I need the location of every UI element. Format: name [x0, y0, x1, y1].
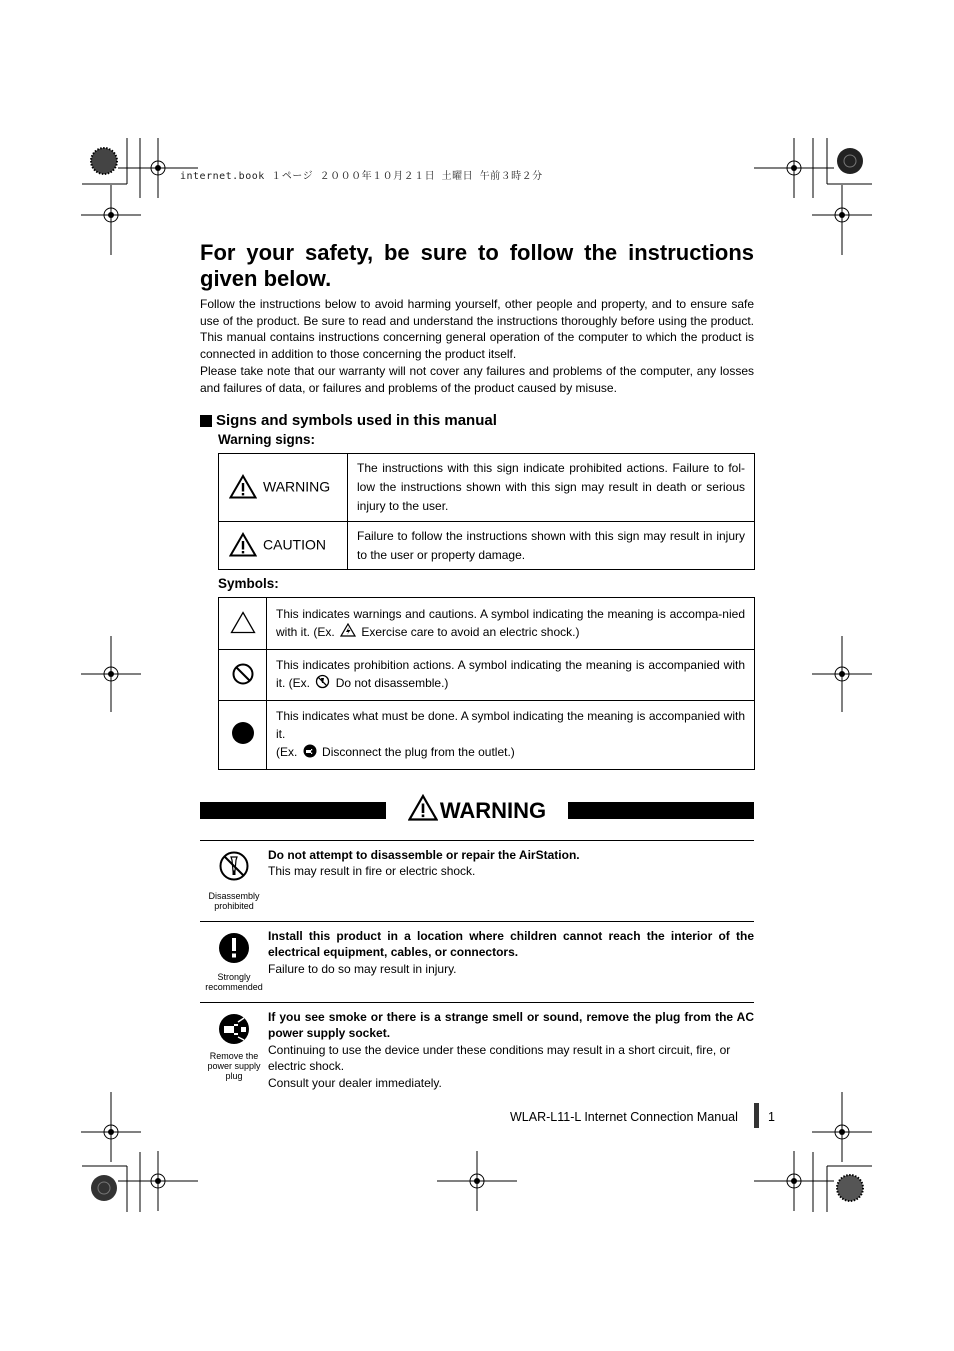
symbol-text: (Ex.	[276, 745, 298, 760]
table-row	[219, 701, 755, 769]
page-footer	[510, 1103, 780, 1127]
warning-item-icon-column	[200, 928, 268, 994]
page-title: For your safety, be sure to follow the instructions given below.	[200, 240, 754, 291]
unplug-icon	[218, 1013, 250, 1045]
page-number: 1	[768, 1110, 775, 1124]
caution-sign-label-cell	[219, 522, 348, 570]
warning-sign-label: WARNING	[263, 478, 331, 495]
section-heading	[200, 412, 754, 429]
symbol-description	[267, 598, 755, 650]
warning-sign-label-cell	[219, 454, 348, 522]
warning-item-heading: Do not attempt to disassemble or repair the AirStation.	[268, 847, 580, 862]
symbol-text: Exercise care to avoid an electric shock.)	[361, 625, 580, 640]
no-disassemble-icon	[315, 674, 330, 694]
warning-item-caption: Disassembly prohibited	[208, 890, 260, 911]
warning-triangle-icon	[229, 532, 257, 560]
symbol-text: This indicates prohibition actions. A symbol indicating the meaning is accompanied with it. (Ex.	[276, 658, 745, 691]
table-row	[219, 522, 755, 570]
unplug-small-icon	[303, 744, 317, 763]
warning-item	[200, 840, 754, 921]
warning-banner-text: WARNING	[439, 797, 547, 823]
warning-banner	[200, 796, 754, 826]
prohibition-circle-icon	[219, 650, 267, 701]
symbol-text: This indicates what must be done. A symbol indicating the meaning is accompanied with it.	[276, 709, 745, 742]
banner-bar-left	[200, 802, 386, 819]
triangle-outline-icon	[219, 598, 267, 650]
symbols-heading: Symbols:	[218, 576, 279, 592]
symbol-text: Disconnect the plug from the outlet.)	[322, 745, 515, 760]
warning-triangle-icon	[229, 474, 257, 502]
warning-sign-description: The instructions with this sign indicate prohibited actions. Failure to fol-low the instructions shown with this sign may result in death or serious injury to the user.	[348, 454, 755, 522]
disassembly-prohibited-icon	[219, 851, 249, 881]
table-row	[219, 454, 755, 522]
section-title: Signs and symbols used in this manual	[216, 412, 497, 430]
caution-sign-description: Failure to follow the instructions shown with this sign may result in injury to the user or property damage.	[348, 522, 755, 570]
warning-item	[200, 1002, 754, 1093]
page-content	[200, 240, 754, 1093]
warning-item-text	[268, 847, 754, 913]
print-header: internet.book １ページ ２０００年１０月２１日 土曜日 午前３時２分	[180, 171, 543, 182]
warning-item-icon-column	[200, 847, 268, 913]
caution-sign-label: CAUTION	[263, 536, 326, 553]
banner-bar-right	[568, 802, 754, 819]
electric-shock-icon	[340, 623, 356, 642]
intro-paragraph-1: Follow the instructions below to avoid harming yourself, other people and property, and to ensure safe use of the product. Be sure to read and understand the instructions thoroughly before using the product. This manual contains instructions concerning general operation of the computer to which the product is connected in addition to those concerning the product itself.	[200, 297, 754, 362]
warning-triangle-icon	[408, 794, 440, 827]
warning-banner-title	[386, 794, 568, 827]
warning-item-body: Failure to do so may result in injury.	[268, 961, 457, 976]
warning-item-heading: Install this product in a location where children cannot reach the interior of the electrical equipment, cables, or connectors.	[268, 928, 754, 960]
symbol-text: This indicates warnings and cautions. A symbol indicating the meaning is accompa-nied with it. (Ex.	[276, 607, 745, 640]
warning-item-body: Continuing to use the device under these conditions may result in a short circuit, fire, or electric shock.	[268, 1042, 731, 1074]
intro-paragraph-2: Please take note that our warranty will not cover any failures and problems of the computer, any losses and failures of data, or failures and problems of the product caused by misuse.	[200, 363, 754, 395]
square-bullet-icon	[200, 415, 212, 427]
warning-item-caption: Remove the power supply plug	[207, 1050, 261, 1081]
warning-item-caption: Strongly recommended	[205, 971, 263, 992]
table-row	[219, 650, 755, 701]
warning-item-body: Consult your dealer immediately.	[268, 1075, 442, 1090]
symbol-description	[267, 650, 755, 701]
warning-item-heading: If you see smoke or there is a strange smell or sound, remove the plug from the AC power supply socket.	[268, 1009, 754, 1041]
warning-item-body: This may result in fire or electric shock.	[268, 864, 476, 879]
warning-item-text	[268, 1009, 754, 1090]
warning-item-text	[268, 928, 754, 994]
symbol-text: Do not disassemble.)	[335, 676, 449, 691]
exclamation-circle-icon	[218, 932, 250, 964]
warning-item	[200, 921, 754, 1002]
warning-signs-heading: Warning signs:	[218, 432, 315, 448]
footer-divider	[754, 1103, 759, 1128]
symbols-table	[218, 597, 755, 769]
symbol-description	[267, 701, 755, 769]
warning-item-icon-column	[200, 1009, 268, 1085]
footer-manual-title: WLAR-L11-L Internet Connection Manual	[510, 1110, 738, 1124]
table-row	[219, 598, 755, 650]
warning-signs-table	[218, 453, 755, 570]
filled-circle-icon	[219, 701, 267, 769]
